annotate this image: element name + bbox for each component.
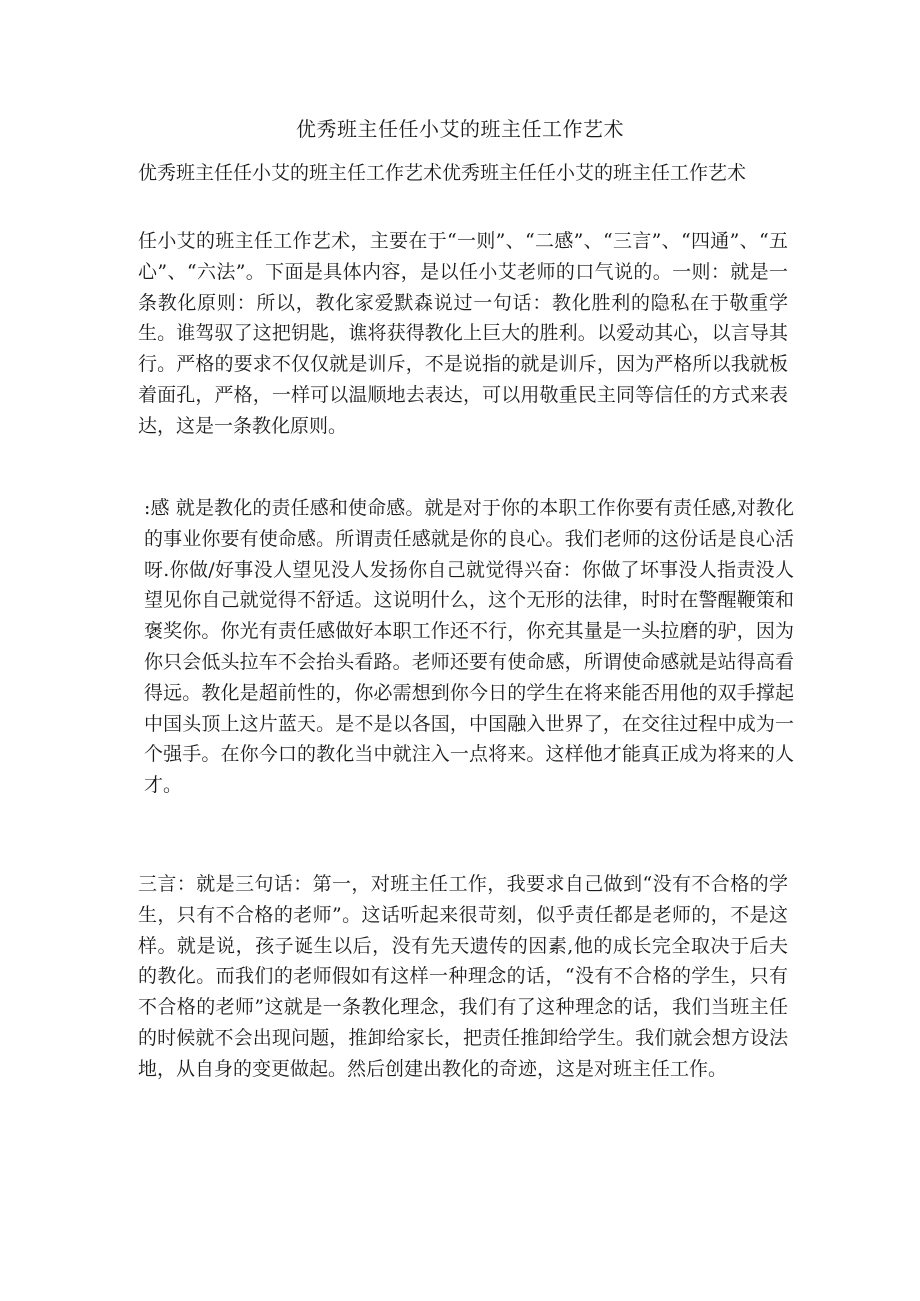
document-title: 优秀班主任任小艾的班主任工作艺术 <box>296 117 624 141</box>
document-subtitle: 优秀班主任任小艾的班主任工作艺术优秀班主任任小艾的班主任工作艺术 <box>138 162 747 184</box>
paragraph-two-senses: :感 就是教化的责任感和使命感。就是对于你的本职工作你要有责任感,对教化的事业你要有使命感。所谓责任感就是你的良心。我们老师的这份话是良心活呀.你做/好事没人望见没人发扬你自己就觉得兴奋：你做了坏事没人指责没人望见你自己就觉得不舒适。这说明什么，这个无形的法律，时时在警醒鞭策和褒奖你。你光有责任感做好本职工作还不行，你充其量是一头拉磨的驴，因为你只会低头拉车不会抬头看路。老师还要有使命感，所谓使命感就是站得高看得远。教化是超前性的，你必需想到你今日的学生在将来能否用他的双手撑起中国头顶上这片蓝天。是不是以各国，中国融入世界了，在交往过程中成为一个强手。在你今口的教化当中就注入一点将来。这样他才能真正成为将来的人才。 <box>144 497 794 797</box>
paragraph-three-sayings: 三言：就是三句话：第一，对班主任工作，我要求自己做到“没有不合格的学生，只有不合格的老师”。这话听起来很苛刻，似乎责任都是老师的，不是这样。就是说，孩子诞生以后，没有先天遗传的因素,他的成长完全取决于后夫的教化。而我们的老师假如有这样一种理念的话，“没有不合格的学生，只有不合格的老师”这就是一条教化理念，我们有了这种理念的话，我们当班主任的时候就不会出现问题，推卸给家长，把责任推卸给学生。我们就会想方设法地，从自身的变更做起。然后创建出教化的奇迹，这是对班主任工作。 <box>138 873 788 1080</box>
paragraph-one-rule: 任小艾的班主任工作艺术，主要在于“一则”、“二感”、“三言”、“四通”、“五心”、“六法”。下面是具体内容，是以任小艾老师的口气说的。一则：就是一条教化原则：所以，教化家爱默森说过一句话：教化胜利的隐私在于敬重学生。谁驾驭了这把钥匙，谯将获得教化上巨大的胜利。以爱动其心，以言导其行。严格的要求不仅仅就是训斥，不是说指的就是训斥，因为严格所以我就板着面孔，严格，一样可以温顺地去表达，可以用敬重民主同等信任的方式来表达，这是一条教化原则。 <box>138 230 788 437</box>
